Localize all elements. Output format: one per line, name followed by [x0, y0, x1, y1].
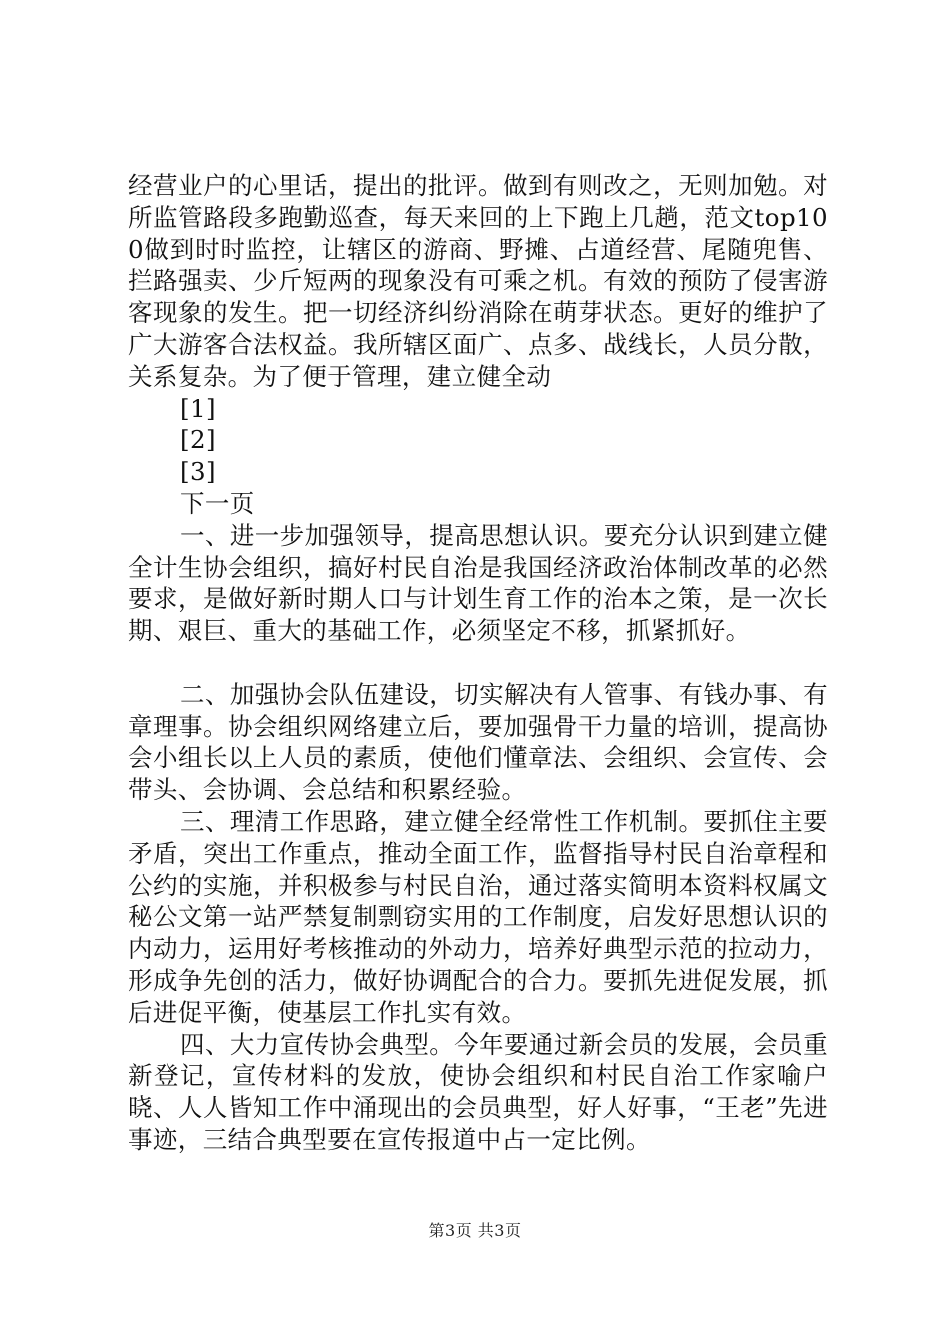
- page-footer: 第3页 共3页: [428, 1221, 522, 1240]
- next-page-link[interactable]: 下一页: [180, 488, 255, 518]
- page-link-2[interactable]: [2]: [180, 425, 216, 455]
- paragraph-gap: [128, 647, 828, 679]
- paragraph-section-3: 三、理清工作思路，建立健全经常性工作机制。要抓住主要矛盾，突出工作重点，推动全面工作，监督指导村民自治章程和公约的实施，并积极参与村民自治，通过落实简明本资料权属文秘公文第一站严禁复制剽窃实用的工作制度，启发好思想认识的内动力，运用好考核推动的外动力，培养好典型示范的拉动力，形成争先创的活力，做好协调配合的合力。要抓先进促发展，抓后进促平衡，使基层工作扎实有效。: [128, 806, 828, 1027]
- page-link-1[interactable]: [1]: [180, 393, 216, 423]
- paragraph-section-1: 一、进一步加强领导，提高思想认识。要充分认识到建立健全计生协会组织，搞好村民自治是我国经济政治体制改革的必然要求，是做好新时期人口与计划生育工作的治本之策，是一次长期、艰巨、重大的基础工作，必须坚定不移，抓紧抓好。: [128, 520, 828, 646]
- paragraph-section-2: 二、加强协会队伍建设，切实解决有人管事、有钱办事、有章理事。协会组织网络建立后，要加强骨干力量的培训，提高协会小组长以上人员的素质，使他们懂章法、会组织、会宣传、会带头、会协调、会总结和积累经验。: [128, 679, 828, 805]
- paragraph-continuation: 经营业户的心里话，提出的批评。做到有则改之，无则加勉。对所监管路段多跑勤巡查，每天来回的上下跑上几趟，范文top100做到时时监控，让辖区的游商、野摊、占道经营、尾随兜售、拦路强卖、少斤短两的现象没有可乘之机。有效的预防了侵害游客现象的发生。把一切经济纠纷消除在萌芽状态。更好的维护了广大游客合法权益。我所辖区面广、点多、战线长，人员分散，关系复杂。为了便于管理，建立健全动: [128, 171, 828, 391]
- paragraph-section-4: 四、大力宣传协会典型。今年要通过新会员的发展，会员重新登记，宣传材料的发放，使协会组织和村民自治工作家喻户晓、人人皆知工作中涌现出的会员典型，好人好事，“王老”先进事迹，三结合典型要在宣传报道中占一定比例。: [128, 1029, 828, 1154]
- document-body: [128, 170, 828, 1156]
- page-link-3[interactable]: [3]: [180, 457, 216, 487]
